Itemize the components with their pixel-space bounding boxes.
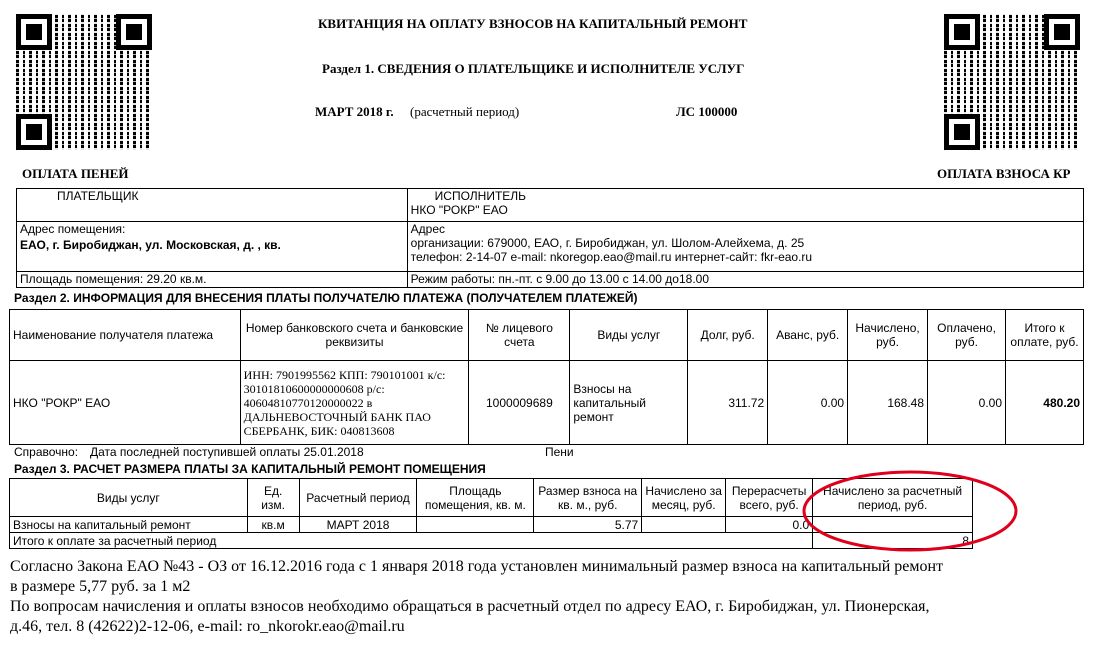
recipient-name: НКО "РОКР" ЕАО [10, 361, 241, 445]
col-paid: Оплачено, руб. [928, 310, 1006, 361]
s3-area [417, 517, 534, 533]
qr-code-penalty [16, 14, 152, 150]
s3-rate: 5.77 [534, 517, 642, 533]
col-requisites: Номер банковского счета и банковские реквизиты [240, 310, 469, 361]
footer-notes [10, 557, 1110, 637]
section2-table [9, 309, 1084, 445]
qr-left-caption: ОПЛАТА ПЕНЕЙ [22, 166, 129, 181]
section3-title: Раздел 3. РАСЧЕТ РАЗМЕРА ПЛАТЫ ЗА КАПИТАЛЬНЫЙ РЕМОНТ ПОМЕЩЕНИЯ [14, 462, 486, 476]
charged-value: 168.48 [848, 361, 928, 445]
law-line-2: в размере 5,77 руб. за 1 м2 [10, 578, 191, 595]
executor-name: НКО "РОКР" ЕАО [410, 203, 508, 217]
section1-title: Раздел 1. СВЕДЕНИЯ О ПЛАТЕЛЬЩИКЕ И ИСПОЛНИТЕЛЕ УСЛУГ [322, 61, 745, 76]
annotation-ellipse [800, 468, 1020, 558]
red-circle-mark [804, 472, 1016, 550]
total-value: 480.20 [1006, 361, 1084, 445]
address-value: ЕАО, г. Биробиджан, ул. Московская, д. , кв. [20, 238, 281, 252]
table-row [10, 361, 1084, 445]
org-address: организации: 679000, ЕАО, г. Биробиджан, ул. Шолом-Алейхема, д. 25 [410, 236, 805, 250]
receipt-title: КВИТАНЦИЯ НА ОПЛАТУ ВЗНОСОВ НА КАПИТАЛЬНЫЙ РЕМОНТ [318, 16, 748, 31]
s3-total-label: Итого к оплате за расчетный период [10, 533, 813, 549]
s3-service: Взносы на капитальный ремонт [10, 517, 248, 533]
s3-col-period-total: Начислено за расчетный период, руб. [813, 479, 973, 517]
section1-table [16, 188, 1084, 288]
col-account: № лицевого счета [469, 310, 570, 361]
s3-col-recalc: Перерасчеты всего, руб. [726, 479, 813, 517]
qr-code-contribution [944, 14, 1080, 150]
s3-period: МАРТ 2018 [299, 517, 417, 533]
col-charged: Начислено, руб. [848, 310, 928, 361]
last-payment-date: Дата последней поступившей оплаты 25.01.2018 [90, 445, 364, 459]
billing-period: МАРТ 2018 г. [315, 104, 394, 119]
executor-header: ИСПОЛНИТЕЛЬ [434, 189, 527, 203]
qr-right-caption: ОПЛАТА ВЗНОСА КР [937, 166, 1071, 181]
address-label: Адрес помещения: [20, 222, 126, 236]
premises-area: Площадь помещения: 29.20 кв.м. [17, 272, 408, 288]
s3-total-value: 8 [813, 533, 973, 549]
s3-col-unit: Ед. изм. [247, 479, 299, 517]
contact-line-2: д.46, тел. 8 (42622)2-12-06, e-mail: ro_nkorokr.eao@mail.ru [10, 618, 405, 635]
s3-monthly [642, 517, 726, 533]
org-contacts: телефон: 2-14-07 e-mail: nkoregop.eao@mail.ru интернет-сайт: fkr-eao.ru [410, 250, 813, 264]
payer-header: ПЛАТЕЛЬЩИК [57, 189, 139, 203]
advance-value: 0.00 [768, 361, 848, 445]
col-debt: Долг, руб. [688, 310, 768, 361]
s3-recalc: 0.0 [726, 517, 813, 533]
col-recipient: Наименование получателя платежа [10, 310, 241, 361]
service-type: Взносы на капитальный ремонт [570, 361, 688, 445]
col-total: Итого к оплате, руб. [1006, 310, 1084, 361]
penalty-label: Пени [545, 445, 574, 459]
working-hours: Режим работы: пн.-пт. с 9.00 до 13.00 с 14.00 до18.00 [407, 272, 1083, 288]
section2-title: Раздел 2. ИНФОРМАЦИЯ ДЛЯ ВНЕСЕНИЯ ПЛАТЫ ПОЛУЧАТЕЛЮ ПЛАТЕЖА (ПОЛУЧАТЕЛЕМ ПЛАТЕЖЕЙ) [14, 291, 638, 305]
s3-col-rate: Размер взноса на кв. м., руб. [534, 479, 642, 517]
billing-period-note: (расчетный период) [410, 104, 520, 119]
s3-unit: кв.м [247, 517, 299, 533]
bank-requisites: ИНН: 7901995562 КПП: 790101001 к/с: 30101810600000000608 р/с: 40604810770120000022 в ДАЛЬНЕВОСТОЧНЫЙ БАНК ПАО СБЕРБАНК, БИК: 040813608 [240, 361, 469, 445]
paid-value: 0.00 [928, 361, 1006, 445]
account-number: 1000009689 [469, 361, 570, 445]
contact-line-1: По вопросам начисления и оплаты взносов необходимо обращаться в расчетный отдел по адресу ЕАО, г. Биробиджан, ул. Пионерская, [10, 598, 930, 615]
col-service: Виды услуг [570, 310, 688, 361]
personal-account: ЛС 100000 [676, 104, 738, 119]
col-advance: Аванс, руб. [768, 310, 848, 361]
s3-col-area: Площадь помещения, кв. м. [417, 479, 534, 517]
debt-value: 311.72 [688, 361, 768, 445]
s3-col-monthly: Начислено за месяц, руб. [642, 479, 726, 517]
org-address-label: Адрес [410, 222, 446, 236]
law-line-1: Согласно Закона ЕАО №43 - ОЗ от 16.12.2016 года с 1 января 2018 года установлен минимальный размер взноса на капитальный ремонт [10, 558, 944, 575]
reference-label: Справочно: [14, 445, 79, 459]
s3-col-period: Расчетный период [299, 479, 417, 517]
s3-col-service: Виды услуг [10, 479, 248, 517]
